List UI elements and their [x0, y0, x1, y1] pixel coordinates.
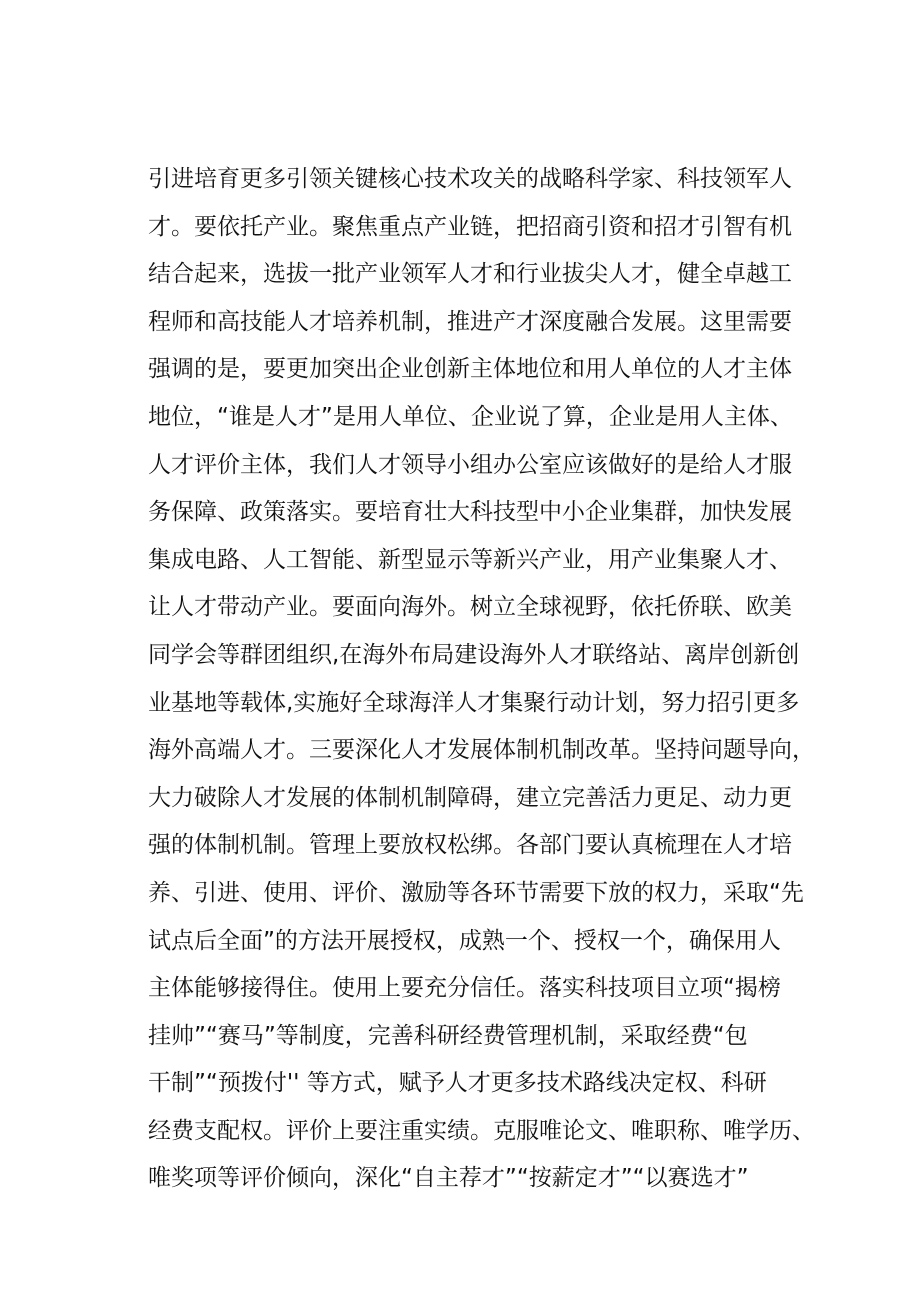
text-line: 同学会等群团组织,在海外布局建设海外人才联络站、离岸创新创 — [148, 641, 800, 668]
text-line: 养、引进、使用、评价、激励等各环节需要下放的权力，采取“先 — [148, 879, 804, 906]
body-text — [148, 156, 828, 1203]
text-line: 干制”“预拨付'' 等方式，赋予人才更多技术路线决定权、科研 — [148, 1070, 767, 1097]
text-line: 唯奖项等评价倾向，深化“自主荐才”“按薪定才”“以赛选才” — [148, 1165, 749, 1192]
text-line: 程师和高技能人才培养机制，推进产才深度融合发展。这里需要 — [148, 308, 792, 335]
text-line: 强调的是，要更加突出企业创新主体地位和用人单位的人才主体 — [148, 356, 792, 383]
text-line: 挂帅”“赛马”等制度，完善科研经费管理机制，采取经费“包 — [148, 1022, 748, 1049]
text-line: 才。要依托产业。聚焦重点产业链，把招商引资和招才引智有机 — [148, 213, 792, 240]
text-line: 地位，“谁是人才”是用人单位、企业说了算，企业是用人主体、 — [148, 403, 793, 430]
text-line: 强的体制机制。管理上要放权松绑。各部门要认真梳理在人才培 — [148, 832, 792, 859]
text-line: 集成电路、人工智能、新型显示等新兴产业，用产业集聚人才、 — [148, 546, 792, 573]
text-line: 大力破除人才发展的体制机制障碍，建立完善活力更足、动力更 — [148, 784, 792, 811]
text-line: 人才评价主体，我们人才领导小组办公室应该做好的是给人才服 — [148, 451, 792, 478]
text-line: 业基地等载体,实施好全球海洋人才集聚行动计划，努力招引更多 — [148, 689, 800, 716]
text-line: 主体能够接得住。使用上要充分信任。落实科技项目立项“揭榜 — [148, 975, 781, 1002]
text-line: 结合起来，选拔一批产业领军人才和行业拔尖人才，健全卓越工 — [148, 261, 792, 288]
text-line: 海外高端人才。三要深化人才发展体制机制改革。坚持问题导向， — [148, 737, 815, 764]
text-line: 经费支配权。评价上要注重实绩。克服唯论文、唯职称、唯学历、 — [148, 1117, 815, 1144]
text-line: 引进培育更多引领关键核心技术攻关的战略科学家、科技领军人 — [148, 166, 792, 192]
text-line: 务保障、政策落实。要培育壮大科技型中小企业集群，加快发展 — [148, 499, 792, 526]
text-line: 让人才带动产业。要面向海外。树立全球视野，依托侨联、欧美 — [148, 594, 792, 621]
text-line: 试点后全面”的方法开展授权，成熟一个、授权一个，确保用人 — [148, 927, 781, 954]
